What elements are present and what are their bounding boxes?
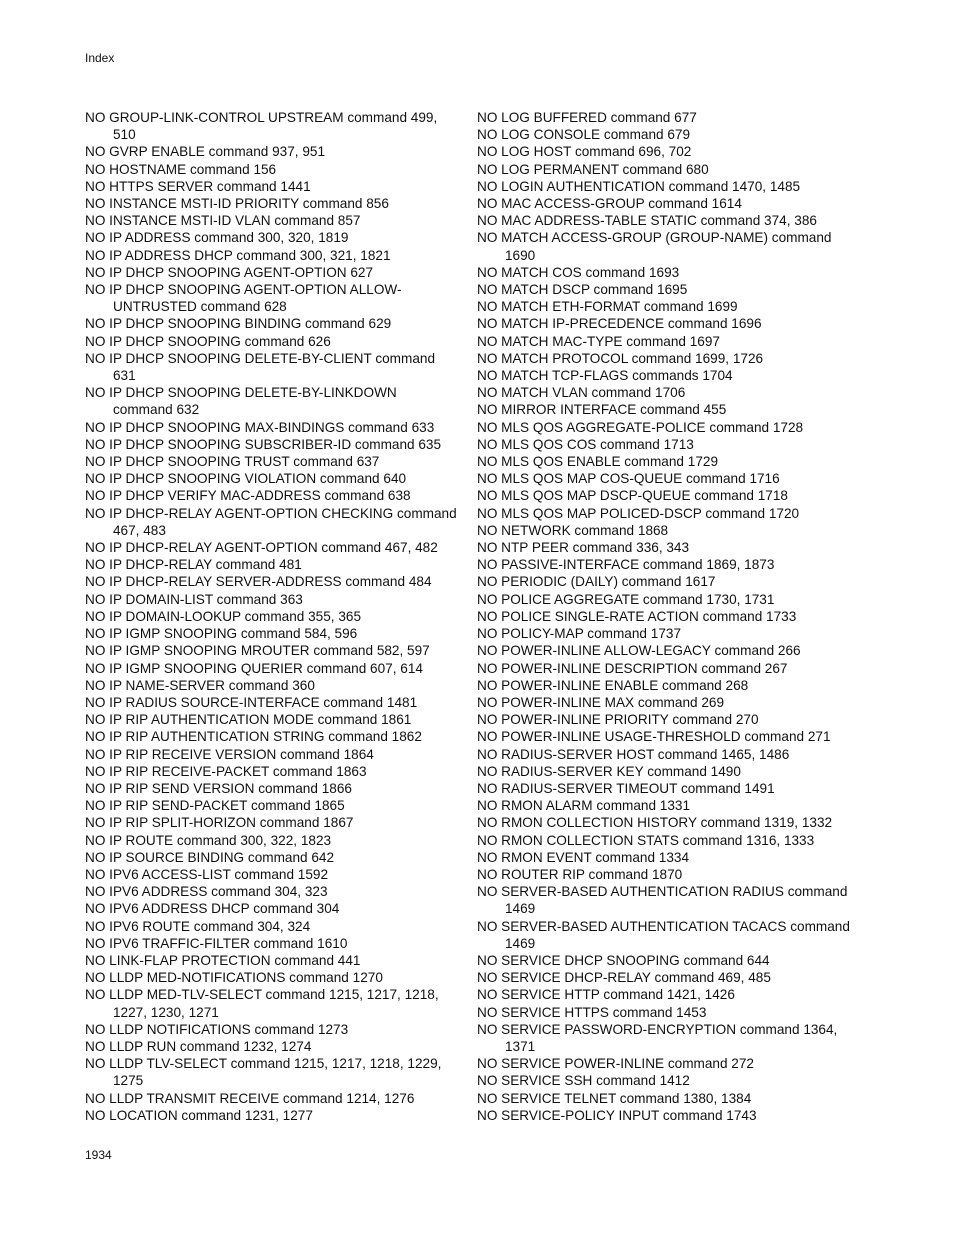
index-entry: NO NTP PEER command 336, 343 xyxy=(477,540,690,556)
index-entry: NO IP DHCP-RELAY AGENT-OPTION command 467, 482 xyxy=(85,540,438,556)
index-entry: NO IP DHCP SNOOPING command 626 xyxy=(85,333,331,349)
index-entry: NO IP DHCP SNOOPING BINDING command 629 xyxy=(85,316,392,332)
index-entry: NO MATCH ACCESS-GROUP (GROUP-NAME) command 1690 xyxy=(477,230,832,263)
index-entry: NO SERVER-BASED AUTHENTICATION TACACS command 1469 xyxy=(477,918,850,951)
index-entry: NO IP ROUTE command 300, 322, 1823 xyxy=(85,832,332,848)
index-entry: NO RMON EVENT command 1334 xyxy=(477,849,690,865)
index-entry: NO SERVICE TELNET command 1380, 1384 xyxy=(477,1090,752,1106)
index-entry: NO IP DHCP-RELAY command 481 xyxy=(85,557,302,573)
index-column-right xyxy=(477,109,852,1124)
index-entry: NO PERIODIC (DAILY) command 1617 xyxy=(477,574,716,590)
index-entry: NO POWER-INLINE ENABLE command 268 xyxy=(477,677,749,693)
index-entry: NO POWER-INLINE PRIORITY command 270 xyxy=(477,712,759,728)
index-entry: NO IP IGMP SNOOPING MROUTER command 582, 597 xyxy=(85,643,430,659)
index-entry: NO SERVICE DHCP-RELAY command 469, 485 xyxy=(477,970,771,986)
index-entry: NO GVRP ENABLE command 937, 951 xyxy=(85,144,326,160)
index-entry: NO IP RIP SEND VERSION command 1866 xyxy=(85,780,352,796)
index-entry: NO LOCATION command 1231, 1277 xyxy=(85,1107,313,1123)
index-entry: NO LLDP RUN command 1232, 1274 xyxy=(85,1038,312,1054)
index-entry: NO IP DHCP SNOOPING AGENT-OPTION 627 xyxy=(85,264,374,280)
index-entry: NO MLS QOS AGGREGATE-POLICE command 1728 xyxy=(477,419,804,435)
index-entry: NO ROUTER RIP command 1870 xyxy=(477,866,683,882)
index-entry: NO SERVICE POWER-INLINE command 272 xyxy=(477,1056,754,1072)
index-entry: NO RMON ALARM command 1331 xyxy=(477,798,691,814)
index-entry: NO IP SOURCE BINDING command 642 xyxy=(85,849,335,865)
index-entry: NO IP DHCP SNOOPING VIOLATION command 640 xyxy=(85,471,407,487)
index-entry: NO LLDP MED-NOTIFICATIONS command 1270 xyxy=(85,970,383,986)
index-entry: NO MATCH VLAN command 1706 xyxy=(477,385,686,401)
index-entry: NO IP DHCP-RELAY SERVER-ADDRESS command 484 xyxy=(85,574,432,590)
index-entry: NO LLDP MED-TLV-SELECT command 1215, 1217, 1218, 1227, 1230, 1271 xyxy=(85,987,439,1020)
index-entry: NO IP DHCP SNOOPING SUBSCRIBER-ID command 635 xyxy=(85,436,442,452)
index-entry: NO POWER-INLINE MAX command 269 xyxy=(477,694,725,710)
index-entry: NO IPV6 ADDRESS DHCP command 304 xyxy=(85,901,340,917)
index-entry: NO POWER-INLINE USAGE-THRESHOLD command 271 xyxy=(477,729,831,745)
index-entry: NO SERVICE DHCP SNOOPING command 644 xyxy=(477,952,770,968)
index-entry: NO IP RIP RECEIVE VERSION command 1864 xyxy=(85,746,374,762)
index-entry: NO POLICE SINGLE-RATE ACTION command 1733 xyxy=(477,608,797,624)
index-entry: NO SERVICE HTTP command 1421, 1426 xyxy=(477,987,735,1003)
index-entry: NO POWER-INLINE ALLOW-LEGACY command 266 xyxy=(477,643,801,659)
index-entry: NO MATCH MAC-TYPE command 1697 xyxy=(477,333,720,349)
index-entry: NO NETWORK command 1868 xyxy=(477,522,669,538)
running-head: Index xyxy=(85,51,115,65)
index-entry: NO LLDP TLV-SELECT command 1215, 1217, 1218, 1229, 1275 xyxy=(85,1056,442,1089)
index-entry: NO POWER-INLINE DESCRIPTION command 267 xyxy=(477,660,788,676)
index-entry: NO RADIUS-SERVER KEY command 1490 xyxy=(477,763,741,779)
index-entry: NO LOG BUFFERED command 677 xyxy=(477,110,697,125)
index-entry: NO LLDP TRANSMIT RECEIVE command 1214, 1276 xyxy=(85,1090,415,1106)
index-entry: NO IP RIP SPLIT-HORIZON command 1867 xyxy=(85,815,354,831)
index-entry: NO IPV6 ROUTE command 304, 324 xyxy=(85,918,311,934)
index-entry: NO MLS QOS MAP COS-QUEUE command 1716 xyxy=(477,471,780,487)
index-entry: NO MATCH COS command 1693 xyxy=(477,264,680,280)
index-entry: NO MLS QOS COS command 1713 xyxy=(477,436,694,452)
index-entry: NO IP DOMAIN-LOOKUP command 355, 365 xyxy=(85,608,362,624)
index-entry: NO MATCH TCP-FLAGS commands 1704 xyxy=(477,368,733,384)
index-entry: NO IP ADDRESS command 300, 320, 1819 xyxy=(85,230,349,246)
index-entry: NO LINK-FLAP PROTECTION command 441 xyxy=(85,952,361,968)
index-entry: NO PASSIVE-INTERFACE command 1869, 1873 xyxy=(477,557,775,573)
index-entry: NO LOG PERMANENT command 680 xyxy=(477,161,709,177)
index-entry: NO RMON COLLECTION STATS command 1316, 1333 xyxy=(477,832,815,848)
index-entry: NO MIRROR INTERFACE command 455 xyxy=(477,402,727,418)
index-entry: NO LOG CONSOLE command 679 xyxy=(477,127,691,143)
index-column-left xyxy=(85,109,457,1124)
index-entry: NO IP DHCP SNOOPING AGENT-OPTION ALLOW-UNTRUSTED command 628 xyxy=(85,282,402,315)
index-entry: NO INSTANCE MSTI-ID VLAN command 857 xyxy=(85,213,361,229)
index-entry: NO IP DHCP SNOOPING MAX-BINDINGS command 633 xyxy=(85,419,435,435)
index-entry: NO IPV6 ADDRESS command 304, 323 xyxy=(85,884,328,900)
index-entry: NO SERVICE-POLICY INPUT command 1743 xyxy=(477,1107,757,1123)
index-entry: NO RADIUS-SERVER TIMEOUT command 1491 xyxy=(477,780,775,796)
index-entry: NO HOSTNAME command 156 xyxy=(85,161,277,177)
index-entry: NO MLS QOS ENABLE command 1729 xyxy=(477,454,719,470)
index-entry: NO LLDP NOTIFICATIONS command 1273 xyxy=(85,1021,349,1037)
index-entry: NO IP DHCP SNOOPING TRUST command 637 xyxy=(85,454,380,470)
index-entry: NO IP RIP RECEIVE-PACKET command 1863 xyxy=(85,763,367,779)
index-entry: NO SERVICE SSH command 1412 xyxy=(477,1073,690,1089)
index-entry: NO SERVICE HTTPS command 1453 xyxy=(477,1004,707,1020)
index-entry: NO SERVICE PASSWORD-ENCRYPTION command 1364, 1371 xyxy=(477,1021,838,1054)
index-entry: NO IP DHCP SNOOPING DELETE-BY-LINKDOWN command 632 xyxy=(85,385,397,418)
index-entry: NO IP RADIUS SOURCE-INTERFACE command 1481 xyxy=(85,694,418,710)
index-entry: NO SERVER-BASED AUTHENTICATION RADIUS command 1469 xyxy=(477,884,848,917)
index-entry: NO POLICY-MAP command 1737 xyxy=(477,626,681,642)
index-entry: NO IP RIP SEND-PACKET command 1865 xyxy=(85,798,345,814)
index-entry: NO LOGIN AUTHENTICATION command 1470, 1485 xyxy=(477,178,801,194)
index-entry: NO RADIUS-SERVER HOST command 1465, 1486 xyxy=(477,746,790,762)
index-entry: NO MLS QOS MAP DSCP-QUEUE command 1718 xyxy=(477,488,788,504)
index-entry: NO IP IGMP SNOOPING command 584, 596 xyxy=(85,626,358,642)
index-entry: NO MATCH IP-PRECEDENCE command 1696 xyxy=(477,316,762,332)
index-entry: NO LOG HOST command 696, 702 xyxy=(477,144,692,160)
index-entry: NO IP IGMP SNOOPING QUERIER command 607, 614 xyxy=(85,660,423,676)
index-entry: NO MATCH PROTOCOL command 1699, 1726 xyxy=(477,350,764,366)
index-entry: NO MATCH ETH-FORMAT command 1699 xyxy=(477,299,738,315)
index-entry: NO RMON COLLECTION HISTORY command 1319, 1332 xyxy=(477,815,833,831)
index-entry: NO IP DHCP VERIFY MAC-ADDRESS command 638 xyxy=(85,488,411,504)
index-entry: NO IP DHCP-RELAY AGENT-OPTION CHECKING command 467, 483 xyxy=(85,505,457,538)
index-entry: NO IP DOMAIN-LIST command 363 xyxy=(85,591,303,607)
index-entry: NO IP RIP AUTHENTICATION MODE command 1861 xyxy=(85,712,412,728)
index-entry: NO IPV6 ACCESS-LIST command 1592 xyxy=(85,866,329,882)
index-entry: NO IP ADDRESS DHCP command 300, 321, 1821 xyxy=(85,247,391,263)
index-entry: NO IPV6 TRAFFIC-FILTER command 1610 xyxy=(85,935,348,951)
index-entry: NO MATCH DSCP command 1695 xyxy=(477,282,688,298)
index-entry: NO POLICE AGGREGATE command 1730, 1731 xyxy=(477,591,775,607)
index-entry: NO MLS QOS MAP POLICED-DSCP command 1720 xyxy=(477,505,800,521)
page-number: 1934 xyxy=(85,1148,112,1162)
index-entry: NO MAC ADDRESS-TABLE STATIC command 374, 386 xyxy=(477,213,817,229)
index-entry: NO IP RIP AUTHENTICATION STRING command 1862 xyxy=(85,729,422,745)
index-entry: NO MAC ACCESS-GROUP command 1614 xyxy=(477,196,742,212)
index-entry: NO IP DHCP SNOOPING DELETE-BY-CLIENT command 631 xyxy=(85,350,436,384)
index-entry: NO GROUP-LINK-CONTROL UPSTREAM command 499, 510 xyxy=(85,110,438,143)
index-entry: NO INSTANCE MSTI-ID PRIORITY command 856 xyxy=(85,196,389,212)
index-entry: NO IP NAME-SERVER command 360 xyxy=(85,677,315,693)
index-entry: NO HTTPS SERVER command 1441 xyxy=(85,178,311,194)
